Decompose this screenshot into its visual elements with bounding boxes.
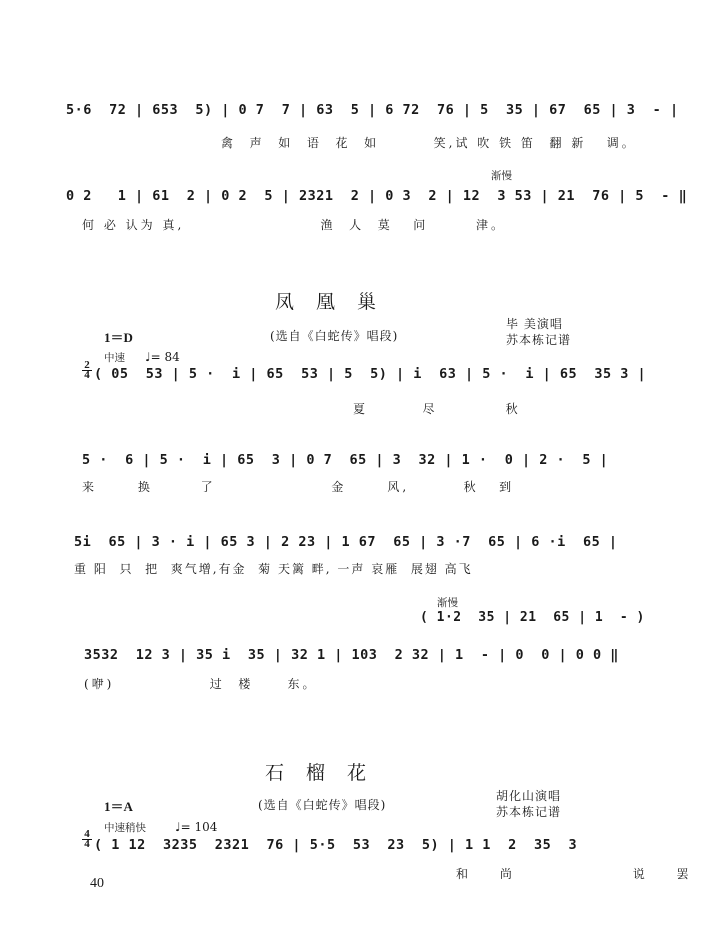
meter-top: 2 — [84, 359, 90, 371]
time-signature — [82, 361, 92, 380]
time-signature — [82, 830, 92, 849]
notation-row: ( 1 12 3235 2321 76 | 5·5 53 23 5) | 1 1 2 35 3 — [94, 837, 578, 853]
lyrics-row: 和 尚 说 罢 — [456, 867, 703, 881]
lyrics-row: 夏 尽 秋 — [94, 402, 521, 416]
notation-row: 5·6 72 | 653 5) | 0 7 7 | 63 5 | 6 72 76 | 5 35 | 67 65 | 3 - | — [66, 102, 679, 118]
metronome-marking: ♩= 104 — [175, 820, 218, 834]
key-signature: 1＝D — [104, 330, 133, 345]
meter-bottom: 4 — [84, 369, 90, 381]
performer-credit — [496, 788, 561, 820]
notation-row: ( 05 53 | 5 · i | 65 53 | 5 5) | i 63 | 5 · i | 65 35 3 | — [94, 366, 647, 382]
alternate-ending: ( 1·2 35 | 21 65 | 1 - ) — [420, 610, 645, 625]
lyrics-row: 来 换 了 金 风, 秋 到 — [82, 480, 515, 494]
meter-bottom: 4 — [84, 838, 90, 850]
transcriber-credit: 苏本栋记谱 — [506, 333, 572, 347]
tempo-marking: 中速 — [104, 352, 125, 364]
notation-row: 5 · 6 | 5 · i | 65 3 | 0 7 65 | 3 32 | 1 · 0 | 2 · 5 | — [82, 452, 609, 468]
page-number: 40 — [90, 876, 104, 891]
lyrics-row: 禽 声 如 语 花 如 笑,试 吹 铁 笛 翻 新 调。 — [221, 136, 637, 150]
notation-row: 3532 12 3 | 35 i 35 | 32 1 | 103 2 32 | 1 - | 0 0 | 0 0 ‖ — [84, 647, 619, 663]
tempo-marking: 中速稍快 — [104, 822, 146, 834]
tempo-marking: 渐慢 — [491, 170, 512, 182]
performer-credit — [506, 316, 571, 348]
metronome-marking: ♩= 84 — [145, 350, 180, 364]
notation-row: 0 2 1 | 61 2 | 0 2 5 | 2321 2 | 0 3 2 | 12 3 53 | 21 76 | 5 - ‖ — [66, 188, 688, 204]
lyrics-row: 重 阳 只 把 爽气增,有金 菊 天篱 畔, 一声 哀雁 展翅 高飞 — [74, 562, 473, 576]
tempo-marking: 渐慢 — [437, 597, 458, 609]
meter-top: 4 — [84, 828, 90, 840]
song-title: 凤凰巢 — [275, 291, 399, 313]
lyrics-row: (咿) 过 楼 东。 — [84, 677, 318, 691]
transcriber-credit: 苏本栋记谱 — [496, 805, 562, 819]
lyrics-row: 何 必 认为 真, 渔 人 莫 问 津。 — [82, 218, 506, 232]
source-note: (选自《白蛇传》唱段) — [270, 329, 399, 343]
source-note: (选自《白蛇传》唱段) — [258, 798, 387, 812]
key-signature: 1＝A — [104, 799, 133, 814]
singer-credit: 毕 美演唱 — [506, 317, 563, 331]
notation-row: 5i 65 | 3 · i | 65 3 | 2 23 | 1 67 65 | 3 ·7 65 | 6 ·i 65 | — [74, 534, 618, 550]
singer-credit: 胡化山演唱 — [496, 789, 562, 803]
song-title: 石榴花 — [265, 762, 389, 784]
